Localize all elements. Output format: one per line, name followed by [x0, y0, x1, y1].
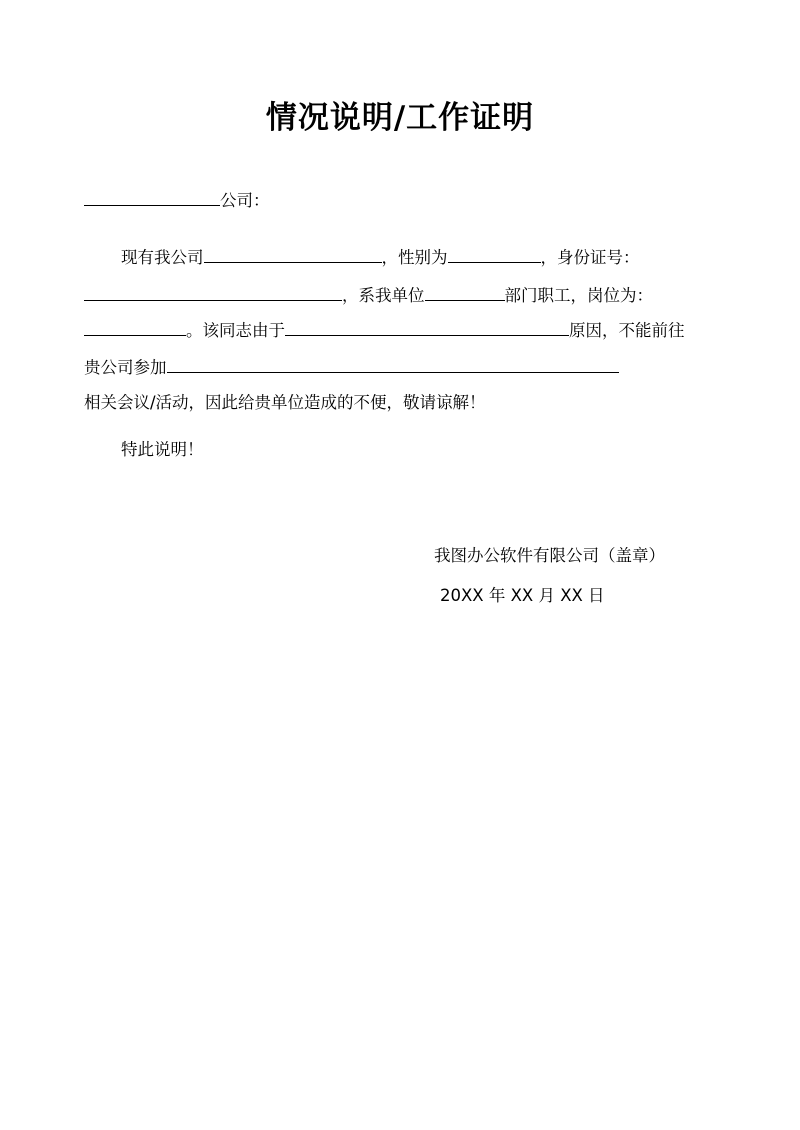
event-blank[interactable] [167, 355, 619, 373]
line1-gender-label: ，性别为 [381, 248, 448, 267]
line1-prefix: 现有我公司 [121, 248, 204, 267]
line4-prefix: 贵公司参加 [84, 358, 167, 377]
company-name-blank[interactable] [84, 188, 220, 206]
line1-id-label: ，身份证号： [540, 248, 640, 267]
paragraph-line-3 [84, 318, 685, 342]
reason-blank[interactable] [285, 318, 569, 336]
position-blank[interactable] [84, 318, 186, 336]
line2-position-label: 部门职工，岗位为： [504, 286, 653, 305]
closing-text: 特此说明！ [121, 440, 204, 459]
paragraph-line-5: 相关会议/活动，因此给贵单位造成的不便，敬请谅解！ [84, 393, 486, 412]
employee-name-blank[interactable] [204, 245, 382, 263]
gender-blank[interactable] [448, 245, 541, 263]
paragraph-line-4 [84, 355, 619, 379]
salutation-line [84, 188, 270, 212]
signature-company: 我图办公软件有限公司（盖章） [434, 546, 665, 565]
salutation-suffix: 公司： [220, 191, 270, 210]
signature-date: 20XX 年 XX 月 XX 日 [440, 586, 605, 605]
paragraph-line-1 [121, 245, 640, 269]
line3-reason-label: 。该同志由于 [186, 321, 285, 340]
id-number-blank[interactable] [84, 283, 342, 301]
department-blank[interactable] [425, 283, 505, 301]
line2-dept-label: ，系我单位 [342, 286, 425, 305]
document-title: 情况说明/工作证明 [265, 100, 535, 136]
paragraph-line-2 [84, 283, 653, 307]
line3-end: 原因，不能前往 [569, 321, 685, 340]
